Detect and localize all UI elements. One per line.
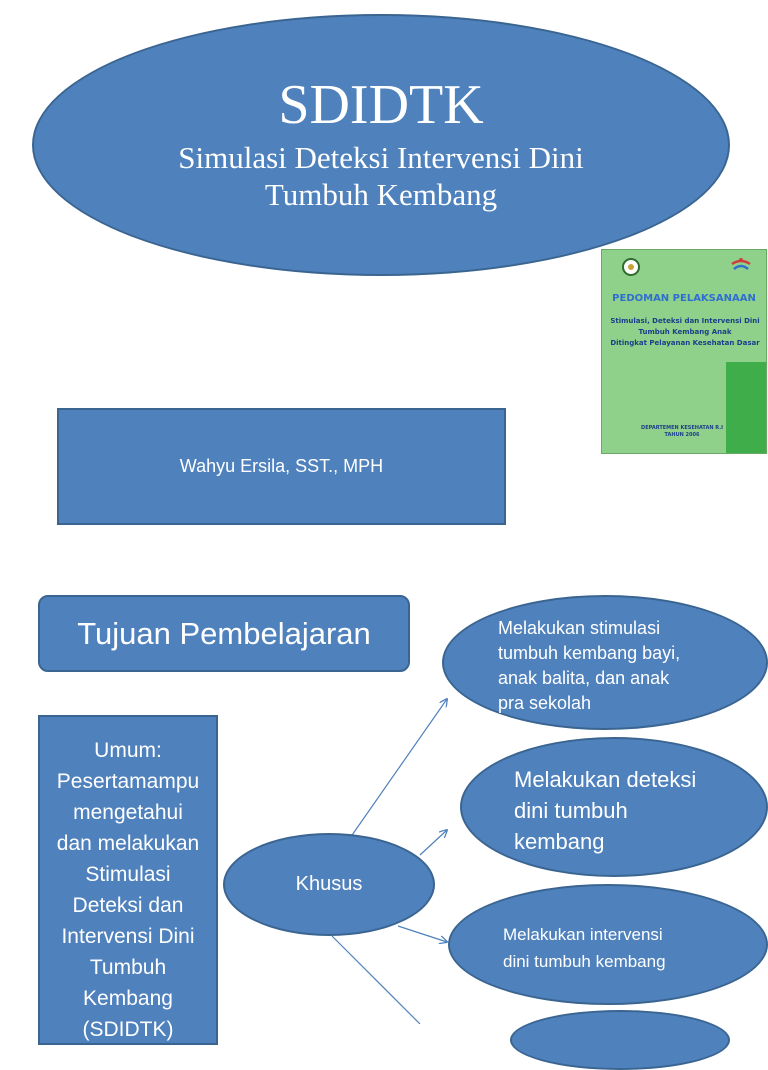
goal-ellipse-partial	[510, 1010, 730, 1070]
book-publisher-line: DEPARTEMEN KESEHATAN R.I	[641, 425, 723, 431]
ministry-emblem-icon	[622, 258, 640, 276]
goal-text-line: Melakukan intervensi	[503, 925, 663, 944]
general-objective-line: Pesertamampu	[56, 770, 200, 793]
specific-objective-label: Khusus	[295, 873, 363, 895]
author-box	[57, 408, 506, 525]
author-name: Wahyu Ersila, SST., MPH	[179, 456, 384, 476]
arrow-to-goal-2	[420, 830, 447, 855]
book-stripe	[726, 362, 766, 454]
arrow-to-goal-1	[350, 699, 447, 838]
general-objective-line: dan melakukan	[56, 832, 200, 855]
page-subtitle	[178, 139, 584, 213]
book-title: PEDOMAN PELAKSANAAN	[612, 293, 756, 304]
goal-text-line: kembang	[514, 829, 605, 854]
goal-text-line: dini tumbuh kembang	[503, 952, 666, 971]
goal-ellipse-intervention	[448, 884, 768, 1005]
goal-text-line: anak balita, dan anak	[498, 668, 670, 688]
general-objective-line: Deteksi dan	[72, 894, 184, 917]
goal-text-line: Melakukan deteksi	[514, 767, 697, 792]
book-description-line: Ditingkat Pelayanan Kesehatan Dasar	[610, 338, 760, 347]
goal-text-line: dini tumbuh	[514, 798, 628, 823]
general-objective-line: Stimulasi	[85, 863, 171, 886]
general-objective-box	[38, 715, 218, 1045]
book-publisher	[632, 425, 732, 439]
book-publisher-line: TAHUN 2006	[664, 432, 700, 438]
general-objective-line: (SDIDTK)	[82, 1018, 174, 1041]
general-objective-line: Umum:	[94, 739, 162, 762]
subtitle-line: Simulasi Deteksi Intervensi Dini	[178, 140, 584, 176]
book-cover-image	[601, 249, 767, 454]
arrow-to-goal-4	[332, 936, 420, 1024]
goal-text-line: Melakukan stimulasi	[498, 618, 661, 638]
title-ellipse	[32, 14, 730, 276]
book-description-line: Tumbuh Kembang Anak	[638, 327, 732, 336]
page-title: SDIDTK	[278, 74, 484, 137]
general-objective-line: Kembang	[83, 987, 173, 1010]
health-logo-icon	[730, 256, 752, 276]
general-objective-line: Tumbuh	[89, 956, 167, 979]
arrow-to-goal-3	[398, 926, 447, 942]
goal-ellipse-stimulation	[442, 595, 768, 730]
learning-objectives-label: Tujuan Pembelajaran	[77, 615, 371, 651]
specific-objective-ellipse	[223, 833, 435, 936]
general-objective-line: Intervensi Dini	[61, 925, 195, 948]
book-description	[610, 316, 760, 349]
book-description-line: Stimulasi, Deteksi dan Intervensi Dini	[610, 317, 760, 325]
general-objective-line: mengetahui	[73, 801, 183, 824]
learning-objectives-heading	[38, 595, 410, 672]
goal-text-line: pra sekolah	[498, 693, 592, 713]
goal-text-line: tumbuh kembang bayi,	[498, 643, 681, 663]
goal-ellipse-detection	[460, 737, 768, 877]
subtitle-line: Tumbuh Kembang	[264, 177, 498, 213]
